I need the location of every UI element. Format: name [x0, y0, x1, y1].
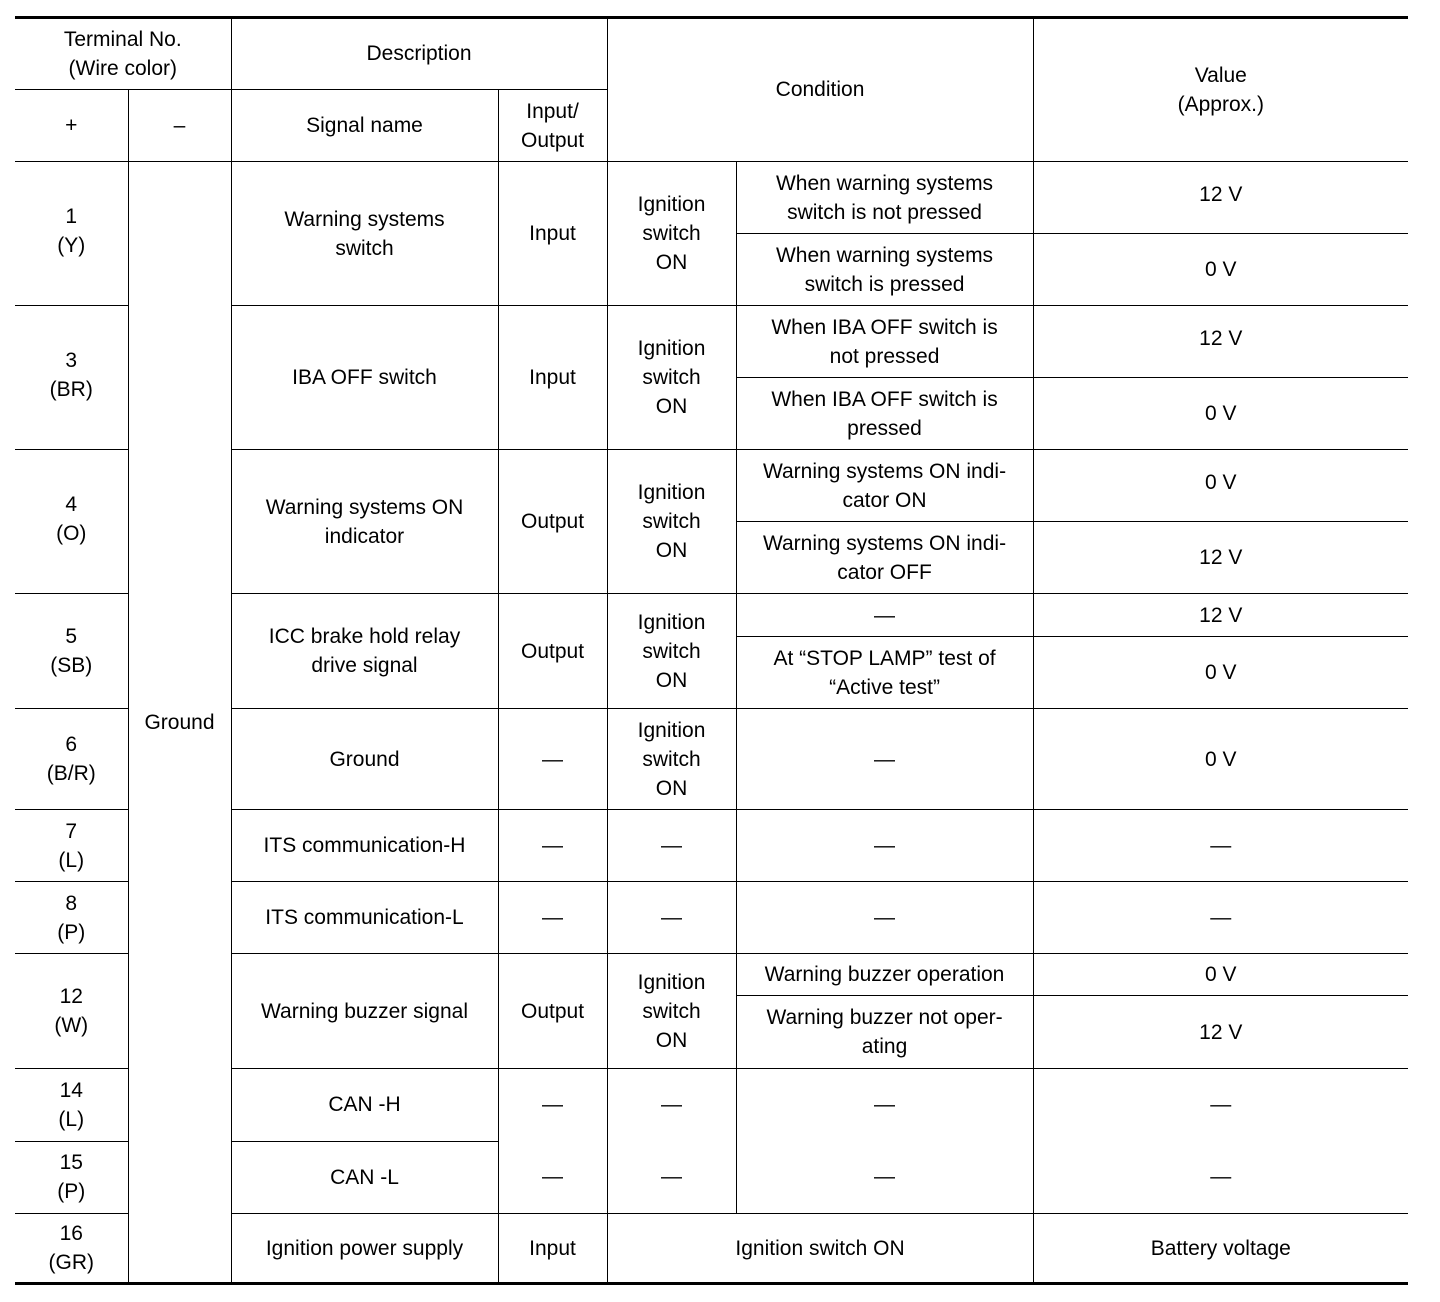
- ign-line: Ignition: [637, 610, 706, 634]
- io-cell: Input: [498, 306, 607, 450]
- ign-line: switch: [642, 366, 701, 389]
- io-value: —: [542, 1093, 563, 1116]
- ign-line: switch: [642, 999, 701, 1023]
- condition-cell: [736, 450, 1033, 522]
- wire-color: (SB): [50, 654, 93, 677]
- terminal-no-label: Terminal No.: [63, 28, 182, 51]
- terminal-table: [15, 16, 1408, 1285]
- terminal-cell: [15, 1141, 128, 1214]
- value-cell: 12 V: [1033, 522, 1408, 594]
- wire-color: (W): [54, 1014, 89, 1037]
- signal-name-header: Signal name: [231, 90, 498, 162]
- cond-value: —: [874, 1165, 896, 1188]
- condition-cell: [736, 378, 1033, 450]
- cond-line: switch is pressed: [804, 272, 965, 296]
- wire-color: (P): [57, 1180, 86, 1204]
- ignition-cell: [607, 162, 736, 306]
- header-row-1: [15, 18, 1408, 90]
- ign-line: Ignition: [637, 337, 706, 360]
- value-cell: 12 V: [1033, 996, 1408, 1069]
- value-text: —: [1210, 1093, 1232, 1116]
- cond-line: cator ON: [842, 488, 927, 512]
- signal-name: IBA OFF switch: [231, 306, 498, 450]
- condition-header: Condition: [607, 18, 1033, 162]
- value-cell: [1033, 1069, 1408, 1214]
- ign-line: ON: [655, 395, 688, 418]
- ignition-cell: [607, 306, 736, 450]
- terminal-number: 4: [65, 493, 78, 516]
- wire-color: (P): [57, 920, 86, 944]
- terminal-number: 15: [59, 1151, 83, 1175]
- terminal-cell: [15, 450, 128, 594]
- ign-value: —: [661, 1093, 683, 1116]
- terminal-cell: [15, 594, 128, 709]
- signal-name: ITS communication-H: [231, 810, 498, 882]
- table-row: [15, 162, 1408, 234]
- cond-line: At “STOP LAMP” test of: [773, 646, 996, 670]
- condition-cell: Ignition switch ON: [607, 1214, 1033, 1284]
- signal-line: indicator: [324, 524, 405, 548]
- ign-line: ON: [655, 251, 688, 274]
- wire-color: (O): [56, 522, 87, 545]
- terminal-cell: [15, 709, 128, 810]
- output-label: Output: [520, 128, 585, 152]
- io-cell: —: [498, 882, 607, 954]
- value-cell: Battery voltage: [1033, 1214, 1408, 1284]
- ign-line: ON: [655, 776, 688, 800]
- wire-color: (GR): [48, 1251, 94, 1274]
- ign-value: —: [661, 1165, 683, 1188]
- value-cell: —: [1033, 810, 1408, 882]
- io-cell: —: [498, 709, 607, 810]
- condition-cell: —: [736, 594, 1033, 637]
- wire-color: (L): [58, 1107, 85, 1131]
- value-label: Value: [1194, 64, 1247, 87]
- terminal-number: 16: [59, 1222, 83, 1245]
- terminal-number: 3: [65, 349, 78, 372]
- condition-cell: —: [736, 810, 1033, 882]
- ground-cell: Ground: [128, 162, 231, 1284]
- io-cell: —: [498, 810, 607, 882]
- terminal-number: 14: [59, 1078, 83, 1102]
- input-output-header: [498, 90, 607, 162]
- value-header: [1033, 18, 1408, 162]
- value-cell: 12 V: [1033, 306, 1408, 378]
- wire-color-label: (Wire color): [68, 57, 177, 80]
- signal-name: CAN -L: [231, 1141, 498, 1214]
- ign-line: ON: [655, 1028, 688, 1052]
- signal-name: CAN -H: [231, 1069, 498, 1142]
- ign-line: Ignition: [637, 718, 706, 742]
- plus-header: +: [15, 90, 128, 162]
- signal-name: Warning buzzer signal: [231, 954, 498, 1069]
- cond-line: Warning buzzer not oper-: [766, 1006, 1003, 1029]
- ignition-cell: —: [607, 882, 736, 954]
- ignition-cell: [607, 594, 736, 709]
- io-cell: Output: [498, 594, 607, 709]
- cond-value: —: [874, 1093, 896, 1116]
- signal-name: ITS communication-L: [231, 882, 498, 954]
- ign-line: switch: [642, 222, 701, 245]
- ign-line: switch: [642, 510, 701, 533]
- ign-line: Ignition: [637, 481, 706, 504]
- condition-cell: —: [736, 709, 1033, 810]
- signal-line: switch: [335, 236, 394, 260]
- cond-line: When IBA OFF switch is: [771, 387, 998, 411]
- terminal-cell: [15, 954, 128, 1069]
- signal-name: [231, 450, 498, 594]
- terminal-cell: [15, 810, 128, 882]
- cond-line: “Active test”: [829, 675, 940, 699]
- ign-line: switch: [642, 639, 701, 663]
- condition-cell: [736, 1069, 1033, 1214]
- terminal-cell: [15, 162, 128, 306]
- terminal-number: 5: [65, 625, 78, 648]
- condition-cell: —: [736, 882, 1033, 954]
- signal-name: [231, 594, 498, 709]
- signal-name: Ignition power supply: [231, 1214, 498, 1284]
- ignition-cell: [607, 450, 736, 594]
- value-cell: 0 V: [1033, 450, 1408, 522]
- cond-line: ating: [861, 1035, 908, 1058]
- cond-line: Warning systems ON indi-: [762, 459, 1007, 483]
- terminal-cell: [15, 306, 128, 450]
- io-cell: Input: [498, 162, 607, 306]
- terminal-cell: [15, 1214, 128, 1284]
- wire-color: (Y): [57, 234, 86, 257]
- cond-line: When warning systems: [775, 243, 994, 267]
- ign-line: ON: [655, 539, 688, 562]
- approx-label: (Approx.): [1177, 93, 1264, 116]
- terminal-number: 7: [65, 819, 78, 843]
- cond-line: When IBA OFF switch is: [771, 315, 998, 339]
- wire-color: (BR): [49, 378, 93, 401]
- wire-color: (L): [58, 848, 85, 872]
- cond-line: cator OFF: [837, 560, 932, 584]
- signal-name: [231, 162, 498, 306]
- condition-cell: [736, 637, 1033, 709]
- value-text: —: [1210, 1165, 1232, 1188]
- terminal-number: 12: [59, 985, 83, 1008]
- input-label: Input/: [526, 99, 579, 123]
- signal-line: Warning systems ON: [265, 495, 464, 519]
- value-cell: 12 V: [1033, 162, 1408, 234]
- signal-name: Ground: [231, 709, 498, 810]
- ign-line: switch: [642, 747, 701, 771]
- value-cell: 12 V: [1033, 594, 1408, 637]
- condition-cell: [736, 234, 1033, 306]
- value-cell: —: [1033, 882, 1408, 954]
- cond-line: switch is not pressed: [787, 200, 982, 224]
- value-cell: 0 V: [1033, 234, 1408, 306]
- ignition-cell: —: [607, 810, 736, 882]
- signal-line: ICC brake hold relay: [268, 625, 461, 648]
- terminal-number: 8: [65, 891, 78, 915]
- io-cell: Input: [498, 1214, 607, 1284]
- minus-header: –: [128, 90, 231, 162]
- io-cell: Output: [498, 450, 607, 594]
- condition-cell: [736, 306, 1033, 378]
- terminal-cell: [15, 1069, 128, 1142]
- ignition-cell: [607, 954, 736, 1069]
- io-cell: [498, 1069, 607, 1214]
- wire-color: (B/R): [46, 762, 96, 785]
- condition-cell: [736, 162, 1033, 234]
- cond-line: When warning systems: [775, 171, 994, 195]
- ign-line: ON: [655, 668, 688, 692]
- ignition-cell: [607, 1069, 736, 1214]
- ign-line: Ignition: [637, 970, 706, 994]
- terminal-no-header: [15, 18, 231, 90]
- terminal-number: 6: [65, 733, 78, 756]
- signal-line: drive signal: [311, 654, 418, 677]
- ign-line: Ignition: [637, 193, 706, 216]
- cond-line: not pressed: [829, 344, 940, 368]
- cond-line: Warning systems ON indi-: [762, 531, 1007, 555]
- terminal-number: 1: [65, 205, 78, 228]
- io-cell: Output: [498, 954, 607, 1069]
- value-cell: 0 V: [1033, 709, 1408, 810]
- ignition-cell: [607, 709, 736, 810]
- terminal-cell: [15, 882, 128, 954]
- cond-line: pressed: [847, 416, 922, 440]
- signal-line: Warning systems: [284, 207, 445, 231]
- condition-cell: [736, 996, 1033, 1069]
- condition-cell: Warning buzzer operation: [736, 954, 1033, 996]
- value-cell: 0 V: [1033, 378, 1408, 450]
- io-value: —: [542, 1165, 563, 1188]
- condition-cell: [736, 522, 1033, 594]
- description-header: Description: [231, 18, 607, 90]
- value-cell: 0 V: [1033, 954, 1408, 996]
- value-cell: 0 V: [1033, 637, 1408, 709]
